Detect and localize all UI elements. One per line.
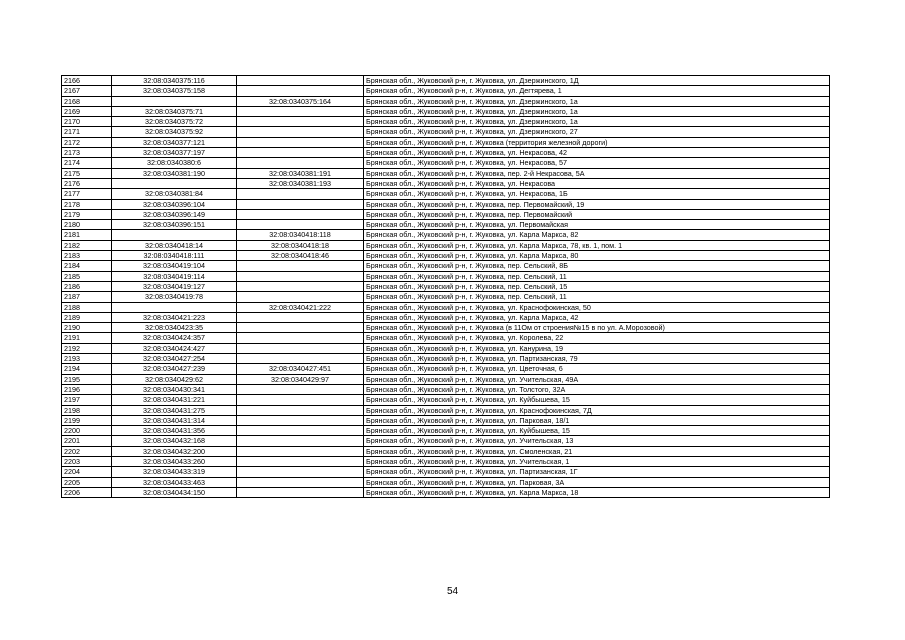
cadastral-number-cell: 32:08:0340381:190 — [112, 168, 237, 178]
row-number-cell: 2183 — [62, 251, 112, 261]
row-number-cell: 2187 — [62, 292, 112, 302]
address-cell: Брянская обл., Жуковский р-н, г. Жуковка, ул. Дзержинского, 1а — [364, 106, 830, 116]
row-number-cell: 2166 — [62, 76, 112, 86]
row-number-cell: 2188 — [62, 302, 112, 312]
related-cadastral-number-cell — [237, 405, 364, 415]
address-cell: Брянская обл., Жуковский р-н, г. Жуковка, ул. Карла Маркса, 80 — [364, 251, 830, 261]
property-table-body — [62, 76, 830, 498]
row-number-cell: 2168 — [62, 96, 112, 106]
cadastral-number-cell: 32:08:0340432:168 — [112, 436, 237, 446]
row-number-cell: 2184 — [62, 261, 112, 271]
row-number-cell: 2203 — [62, 456, 112, 466]
row-number-cell: 2205 — [62, 477, 112, 487]
related-cadastral-number-cell — [237, 127, 364, 137]
cadastral-number-cell: 32:08:0340375:71 — [112, 106, 237, 116]
row-number-cell: 2175 — [62, 168, 112, 178]
related-cadastral-number-cell — [237, 292, 364, 302]
table-row — [62, 230, 830, 240]
cadastral-number-cell: 32:08:0340396:149 — [112, 209, 237, 219]
related-cadastral-number-cell — [237, 415, 364, 425]
row-number-cell: 2174 — [62, 158, 112, 168]
row-number-cell: 2192 — [62, 343, 112, 353]
table-row — [62, 405, 830, 415]
cadastral-number-cell: 32:08:0340433:319 — [112, 467, 237, 477]
address-cell: Брянская обл., Жуковский р-н, г. Жуковка, ул. Дзержинского, 1Д — [364, 76, 830, 86]
row-number-cell: 2196 — [62, 384, 112, 394]
table-row — [62, 312, 830, 322]
related-cadastral-number-cell — [237, 456, 364, 466]
related-cadastral-number-cell — [237, 271, 364, 281]
address-cell: Брянская обл., Жуковский р-н, г. Жуковка (территория железной дороги) — [364, 137, 830, 147]
table-row — [62, 117, 830, 127]
related-cadastral-number-cell — [237, 76, 364, 86]
table-row — [62, 384, 830, 394]
address-cell: Брянская обл., Жуковский р-н, г. Жуковка, ул. Карла Маркса, 78, кв. 1, пом. 1 — [364, 240, 830, 250]
table-row — [62, 158, 830, 168]
related-cadastral-number-cell — [237, 395, 364, 405]
cadastral-number-cell: 32:08:0340375:92 — [112, 127, 237, 137]
table-row — [62, 240, 830, 250]
row-number-cell: 2179 — [62, 209, 112, 219]
row-number-cell: 2206 — [62, 487, 112, 497]
row-number-cell: 2193 — [62, 354, 112, 364]
address-cell: Брянская обл., Жуковский р-н, г. Жуковка, ул. Краснофокинская, 7Д — [364, 405, 830, 415]
related-cadastral-number-cell — [237, 426, 364, 436]
address-cell: Брянская обл., Жуковский р-н, г. Жуковка, пер. Сельский, 8Б — [364, 261, 830, 271]
address-cell: Брянская обл., Жуковский р-н, г. Жуковка, пер. Первомайский — [364, 209, 830, 219]
row-number-cell: 2169 — [62, 106, 112, 116]
related-cadastral-number-cell — [237, 467, 364, 477]
cadastral-number-cell: 32:08:0340377:197 — [112, 148, 237, 158]
related-cadastral-number-cell — [237, 384, 364, 394]
address-cell: Брянская обл., Жуковский р-н, г. Жуковка, ул. Дзержинского, 1а — [364, 96, 830, 106]
related-cadastral-number-cell — [237, 333, 364, 343]
address-cell: Брянская обл., Жуковский р-н, г. Жуковка, ул. Первомайская — [364, 220, 830, 230]
cadastral-number-cell — [112, 178, 237, 188]
row-number-cell: 2201 — [62, 436, 112, 446]
address-cell: Брянская обл., Жуковский р-н, г. Жуковка, ул. Карла Маркса, 82 — [364, 230, 830, 240]
cadastral-number-cell: 32:08:0340421:223 — [112, 312, 237, 322]
cadastral-number-cell: 32:08:0340433:463 — [112, 477, 237, 487]
table-row — [62, 487, 830, 497]
cadastral-number-cell: 32:08:0340424:427 — [112, 343, 237, 353]
cadastral-number-cell: 32:08:0340377:121 — [112, 137, 237, 147]
address-cell: Брянская обл., Жуковский р-н, г. Жуковка, ул. Карла Маркса, 18 — [364, 487, 830, 497]
related-cadastral-number-cell — [237, 261, 364, 271]
table-row — [62, 271, 830, 281]
address-cell: Брянская обл., Жуковский р-н, г. Жуковка, ул. Партизанская, 1Г — [364, 467, 830, 477]
cadastral-number-cell: 32:08:0340418:111 — [112, 251, 237, 261]
cadastral-number-cell: 32:08:0340375:72 — [112, 117, 237, 127]
related-cadastral-number-cell: 32:08:0340418:46 — [237, 251, 364, 261]
table-row — [62, 189, 830, 199]
related-cadastral-number-cell — [237, 436, 364, 446]
table-row — [62, 395, 830, 405]
table-row — [62, 467, 830, 477]
address-cell: Брянская обл., Жуковский р-н, г. Жуковка, ул. Канурина, 19 — [364, 343, 830, 353]
related-cadastral-number-cell: 32:08:0340375:164 — [237, 96, 364, 106]
cadastral-number-cell: 32:08:0340433:260 — [112, 456, 237, 466]
related-cadastral-number-cell — [237, 281, 364, 291]
row-number-cell: 2190 — [62, 323, 112, 333]
table-row — [62, 251, 830, 261]
cadastral-number-cell: 32:08:0340418:14 — [112, 240, 237, 250]
table-row — [62, 333, 830, 343]
related-cadastral-number-cell: 32:08:0340429:97 — [237, 374, 364, 384]
table-row — [62, 220, 830, 230]
row-number-cell: 2176 — [62, 178, 112, 188]
table-row — [62, 292, 830, 302]
table-row — [62, 415, 830, 425]
cadastral-number-cell — [112, 96, 237, 106]
table-row — [62, 209, 830, 219]
row-number-cell: 2195 — [62, 374, 112, 384]
table-row — [62, 354, 830, 364]
related-cadastral-number-cell — [237, 209, 364, 219]
row-number-cell: 2173 — [62, 148, 112, 158]
address-cell: Брянская обл., Жуковский р-н, г. Жуковка, ул. Краснофокинская, 50 — [364, 302, 830, 312]
row-number-cell: 2186 — [62, 281, 112, 291]
cadastral-number-cell: 32:08:0340434:150 — [112, 487, 237, 497]
address-cell: Брянская обл., Жуковский р-н, г. Жуковка, ул. Толстого, 32А — [364, 384, 830, 394]
address-cell: Брянская обл., Жуковский р-н, г. Жуковка, ул. Куйбышева, 15 — [364, 426, 830, 436]
cadastral-number-cell: 32:08:0340396:104 — [112, 199, 237, 209]
row-number-cell: 2182 — [62, 240, 112, 250]
cadastral-number-cell: 32:08:0340431:275 — [112, 405, 237, 415]
row-number-cell: 2167 — [62, 86, 112, 96]
address-cell: Брянская обл., Жуковский р-н, г. Жуковка, ул. Дегтярева, 1 — [364, 86, 830, 96]
row-number-cell: 2172 — [62, 137, 112, 147]
address-cell: Брянская обл., Жуковский р-н, г. Жуковка, ул. Дзержинского, 27 — [364, 127, 830, 137]
cadastral-number-cell: 32:08:0340381:84 — [112, 189, 237, 199]
row-number-cell: 2189 — [62, 312, 112, 322]
related-cadastral-number-cell — [237, 220, 364, 230]
table-row — [62, 168, 830, 178]
page-number: 54 — [446, 586, 459, 597]
related-cadastral-number-cell — [237, 354, 364, 364]
row-number-cell: 2181 — [62, 230, 112, 240]
row-number-cell: 2199 — [62, 415, 112, 425]
table-row — [62, 148, 830, 158]
cadastral-number-cell: 32:08:0340431:356 — [112, 426, 237, 436]
table-row — [62, 106, 830, 116]
row-number-cell: 2198 — [62, 405, 112, 415]
address-cell: Брянская обл., Жуковский р-н, г. Жуковка, пер. Сельский, 15 — [364, 281, 830, 291]
table-row — [62, 137, 830, 147]
address-cell: Брянская обл., Жуковский р-н, г. Жуковка, ул. Учительская, 49А — [364, 374, 830, 384]
table-row — [62, 456, 830, 466]
related-cadastral-number-cell — [237, 199, 364, 209]
address-cell: Брянская обл., Жуковский р-н, г. Жуковка, ул. Парковая, 18/1 — [364, 415, 830, 425]
table-row — [62, 364, 830, 374]
address-cell: Брянская обл., Жуковский р-н, г. Жуковка, ул. Некрасова, 1Б — [364, 189, 830, 199]
related-cadastral-number-cell — [237, 189, 364, 199]
cadastral-number-cell: 32:08:0340375:116 — [112, 76, 237, 86]
address-cell: Брянская обл., Жуковский р-н, г. Жуковка, ул. Некрасова, 42 — [364, 148, 830, 158]
address-cell: Брянская обл., Жуковский р-н, г. Жуковка, ул. Некрасова, 57 — [364, 158, 830, 168]
cadastral-number-cell: 32:08:0340430:341 — [112, 384, 237, 394]
address-cell: Брянская обл., Жуковский р-н, г. Жуковка, ул. Куйбышева, 15 — [364, 395, 830, 405]
address-cell: Брянская обл., Жуковский р-н, г. Жуковка, пер. 2-й Некрасова, 5А — [364, 168, 830, 178]
table-row — [62, 76, 830, 86]
table-row — [62, 374, 830, 384]
related-cadastral-number-cell: 32:08:0340418:118 — [237, 230, 364, 240]
cadastral-number-cell: 32:08:0340431:314 — [112, 415, 237, 425]
cadastral-number-cell: 32:08:0340427:239 — [112, 364, 237, 374]
cadastral-number-cell — [112, 230, 237, 240]
address-cell: Брянская обл., Жуковский р-н, г. Жуковка, пер. Сельский, 11 — [364, 271, 830, 281]
cadastral-number-cell: 32:08:0340423:35 — [112, 323, 237, 333]
address-cell: Брянская обл., Жуковский р-н, г. Жуковка, ул. Дзержинского, 1а — [364, 117, 830, 127]
related-cadastral-number-cell — [237, 117, 364, 127]
row-number-cell: 2202 — [62, 446, 112, 456]
table-row — [62, 343, 830, 353]
related-cadastral-number-cell — [237, 487, 364, 497]
address-cell: Брянская обл., Жуковский р-н, г. Жуковка, ул. Цветочная, 6 — [364, 364, 830, 374]
related-cadastral-number-cell — [237, 137, 364, 147]
address-cell: Брянская обл., Жуковский р-н, г. Жуковка, ул. Парковая, 3А — [364, 477, 830, 487]
related-cadastral-number-cell — [237, 158, 364, 168]
address-cell: Брянская обл., Жуковский р-н, г. Жуковка, ул. Партизанская, 79 — [364, 354, 830, 364]
row-number-cell: 2171 — [62, 127, 112, 137]
table-row — [62, 436, 830, 446]
related-cadastral-number-cell — [237, 106, 364, 116]
cadastral-number-cell: 32:08:0340396:151 — [112, 220, 237, 230]
related-cadastral-number-cell — [237, 148, 364, 158]
related-cadastral-number-cell: 32:08:0340427:451 — [237, 364, 364, 374]
related-cadastral-number-cell — [237, 446, 364, 456]
row-number-cell: 2178 — [62, 199, 112, 209]
address-cell: Брянская обл., Жуковский р-н, г. Жуковка, ул. Учительская, 1 — [364, 456, 830, 466]
cadastral-number-cell: 32:08:0340427:254 — [112, 354, 237, 364]
related-cadastral-number-cell — [237, 343, 364, 353]
cadastral-number-cell: 32:08:0340419:127 — [112, 281, 237, 291]
property-table — [61, 75, 830, 498]
table-row — [62, 477, 830, 487]
table-row — [62, 302, 830, 312]
related-cadastral-number-cell — [237, 477, 364, 487]
cadastral-number-cell: 32:08:0340419:78 — [112, 292, 237, 302]
row-number-cell: 2200 — [62, 426, 112, 436]
row-number-cell: 2170 — [62, 117, 112, 127]
cadastral-number-cell: 32:08:0340431:221 — [112, 395, 237, 405]
address-cell: Брянская обл., Жуковский р-н, г. Жуковка, ул. Карла Маркса, 42 — [364, 312, 830, 322]
address-cell: Брянская обл., Жуковский р-н, г. Жуковка, ул. Учительская, 13 — [364, 436, 830, 446]
cadastral-number-cell — [112, 302, 237, 312]
address-cell: Брянская обл., Жуковский р-н, г. Жуковка, ул. Королева, 22 — [364, 333, 830, 343]
table-row — [62, 281, 830, 291]
row-number-cell: 2204 — [62, 467, 112, 477]
related-cadastral-number-cell: 32:08:0340418:18 — [237, 240, 364, 250]
table-row — [62, 127, 830, 137]
table-row — [62, 446, 830, 456]
related-cadastral-number-cell: 32:08:0340381:193 — [237, 178, 364, 188]
cadastral-number-cell: 32:08:0340419:104 — [112, 261, 237, 271]
row-number-cell: 2177 — [62, 189, 112, 199]
table-row — [62, 426, 830, 436]
cadastral-number-cell: 32:08:0340424:357 — [112, 333, 237, 343]
address-cell: Брянская обл., Жуковский р-н, г. Жуковка, пер. Первомайский, 19 — [364, 199, 830, 209]
table-row — [62, 178, 830, 188]
table-row — [62, 96, 830, 106]
related-cadastral-number-cell: 32:08:0340421:222 — [237, 302, 364, 312]
table-row — [62, 199, 830, 209]
address-cell: Брянская обл., Жуковский р-н, г. Жуковка, пер. Сельский, 11 — [364, 292, 830, 302]
cadastral-number-cell: 32:08:0340380:6 — [112, 158, 237, 168]
table-row — [62, 323, 830, 333]
row-number-cell: 2185 — [62, 271, 112, 281]
related-cadastral-number-cell: 32:08:0340381:191 — [237, 168, 364, 178]
address-cell: Брянская обл., Жуковский р-н, г. Жуковка, ул. Смоленская, 21 — [364, 446, 830, 456]
row-number-cell: 2191 — [62, 333, 112, 343]
cadastral-number-cell: 32:08:0340429:62 — [112, 374, 237, 384]
cadastral-number-cell: 32:08:0340375:158 — [112, 86, 237, 96]
address-cell: Брянская обл., Жуковский р-н, г. Жуковка, ул. Некрасова — [364, 178, 830, 188]
table-row — [62, 86, 830, 96]
table-row — [62, 261, 830, 271]
cadastral-number-cell: 32:08:0340432:200 — [112, 446, 237, 456]
related-cadastral-number-cell — [237, 323, 364, 333]
row-number-cell: 2194 — [62, 364, 112, 374]
related-cadastral-number-cell — [237, 312, 364, 322]
address-cell: Брянская обл., Жуковский р-н, г. Жуковка (в 11Ом от строения№15 в по ул. А.Морозовой) — [364, 323, 830, 333]
related-cadastral-number-cell — [237, 86, 364, 96]
row-number-cell: 2197 — [62, 395, 112, 405]
cadastral-number-cell: 32:08:0340419:114 — [112, 271, 237, 281]
row-number-cell: 2180 — [62, 220, 112, 230]
